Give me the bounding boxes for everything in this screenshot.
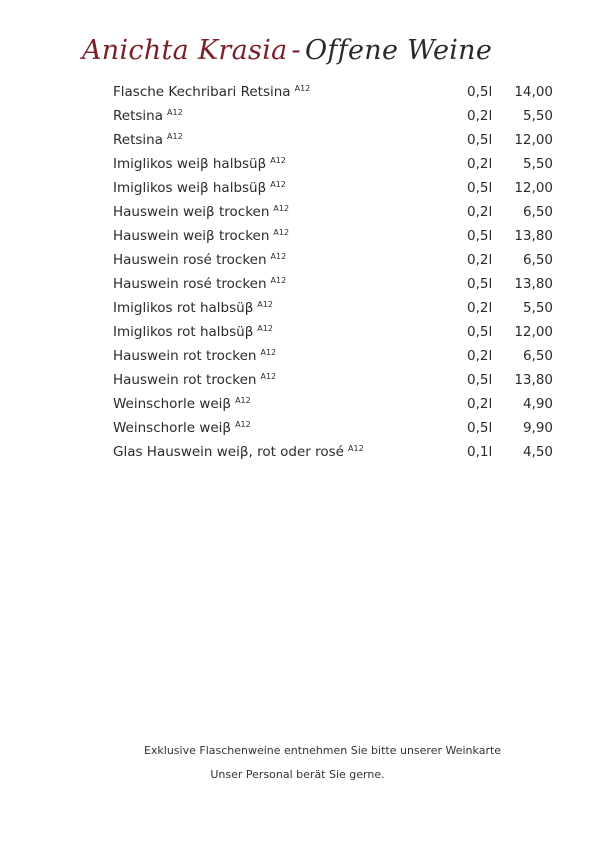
wine-name — [113, 248, 286, 272]
wine-name — [113, 104, 183, 128]
wine-volume: 0,5l — [467, 228, 493, 244]
wine-name-text: Hauswein rosé trocken — [113, 276, 267, 292]
restaurant-name: Anichta Krasia — [82, 35, 288, 66]
menu-item-row — [113, 200, 553, 224]
wine-name — [113, 320, 273, 344]
wine-price: 13,80 — [514, 372, 553, 388]
wine-volume: 0,5l — [467, 180, 493, 196]
allergen-code: A12 — [235, 419, 251, 429]
wine-price: 12,00 — [514, 132, 553, 148]
menu-item-row — [113, 320, 553, 344]
wine-price: 12,00 — [514, 324, 553, 340]
wine-price: 13,80 — [514, 276, 553, 292]
wine-price: 12,00 — [514, 180, 553, 196]
wine-price: 5,50 — [522, 156, 553, 172]
menu-item-row — [113, 80, 553, 104]
wine-volume: 0,5l — [467, 420, 493, 436]
wine-price: 9,90 — [522, 420, 553, 436]
wine-volume: 0,2l — [467, 252, 493, 268]
wine-name-text: Imiglikos rot halbsüβ — [113, 324, 254, 340]
footer-note-wine-card: Exklusive Flaschenweine entnehmen Sie bitte unserer Weinkarte — [143, 744, 502, 757]
wine-price: 5,50 — [522, 108, 553, 124]
allergen-code: A12 — [260, 371, 277, 381]
allergen-code: A12 — [167, 107, 183, 117]
allergen-code: A12 — [294, 83, 311, 93]
allergen-code: A12 — [257, 323, 273, 333]
wine-name — [113, 128, 183, 152]
wine-name-text: Retsina — [113, 108, 163, 124]
menu-item-row — [113, 128, 553, 152]
wine-name — [113, 392, 251, 416]
wine-volume: 0,5l — [467, 276, 493, 292]
wine-name-text: Flasche Kechribari Retsina — [113, 84, 291, 100]
menu-item-row — [113, 224, 553, 248]
menu-item-row — [113, 104, 553, 128]
wine-volume: 0,5l — [467, 372, 493, 388]
wine-name — [113, 152, 286, 176]
wine-volume: 0,1l — [467, 444, 493, 460]
wine-volume: 0,2l — [467, 204, 493, 220]
allergen-code: A12 — [270, 275, 287, 285]
wine-name-text: Imiglikos weiβ halbsüβ — [113, 156, 267, 172]
wine-volume: 0,2l — [467, 396, 493, 412]
wine-name — [113, 224, 289, 248]
wine-volume: 0,5l — [467, 84, 493, 100]
title-separator: - — [291, 35, 301, 66]
menu-item-row — [113, 344, 553, 368]
wine-price: 6,50 — [522, 204, 553, 220]
wine-name — [113, 80, 310, 104]
wine-name — [113, 344, 276, 368]
wine-name-text: Hauswein weiβ trocken — [113, 204, 270, 220]
allergen-code: A12 — [270, 155, 286, 165]
wine-volume: 0,2l — [467, 108, 493, 124]
wine-name-text: Glas Hauswein weiβ, rot oder rosé — [113, 444, 344, 460]
allergen-code: A12 — [257, 299, 273, 309]
wine-name — [113, 296, 273, 320]
wine-name-text: Weinschorle weiβ — [113, 396, 232, 412]
menu-item-row — [113, 440, 553, 464]
wine-name — [113, 272, 286, 296]
menu-item-row — [113, 272, 553, 296]
menu-item-row — [113, 296, 553, 320]
menu-item-row — [113, 368, 553, 392]
wine-name-text: Hauswein rosé trocken — [113, 252, 267, 268]
wine-name — [113, 200, 289, 224]
wine-price: 6,50 — [522, 252, 553, 268]
wine-name — [113, 368, 276, 392]
wine-name-text: Hauswein rot trocken — [113, 372, 257, 388]
allergen-code: A12 — [270, 179, 286, 189]
wine-volume: 0,5l — [467, 132, 493, 148]
menu-item-row — [113, 392, 553, 416]
wine-volume: 0,2l — [467, 300, 493, 316]
wine-name-text: Hauswein rot trocken — [113, 348, 257, 364]
wine-name-text: Imiglikos rot halbsüβ — [113, 300, 254, 316]
wine-price: 4,50 — [522, 444, 553, 460]
wine-volume: 0,2l — [467, 348, 493, 364]
footer-note-staff: Unser Personal berät Sie gerne. — [210, 768, 385, 781]
page-title — [82, 32, 492, 70]
wine-price: 5,50 — [522, 300, 553, 316]
wine-volume: 0,2l — [467, 156, 493, 172]
allergen-code: A12 — [273, 227, 290, 237]
allergen-code: A12 — [260, 347, 277, 357]
menu-item-row — [113, 248, 553, 272]
wine-volume: 0,5l — [467, 324, 493, 340]
allergen-code: A12 — [167, 131, 183, 141]
allergen-code: A12 — [235, 395, 251, 405]
wine-price: 6,50 — [522, 348, 553, 364]
menu-item-row — [113, 152, 553, 176]
wine-name — [113, 416, 251, 440]
wine-price: 4,90 — [522, 396, 553, 412]
allergen-code: A12 — [270, 251, 287, 261]
wine-price: 13,80 — [514, 228, 553, 244]
wine-name-text: Weinschorle weiβ — [113, 420, 232, 436]
wine-name-text: Hauswein weiβ trocken — [113, 228, 270, 244]
wine-name — [113, 440, 364, 464]
menu-item-row — [113, 176, 553, 200]
wine-price: 14,00 — [514, 84, 553, 100]
allergen-code: A12 — [348, 443, 364, 453]
menu-section-title: Offene Weine — [304, 35, 493, 66]
wine-name-text: Retsina — [113, 132, 163, 148]
allergen-code: A12 — [273, 203, 290, 213]
menu-item-row — [113, 416, 553, 440]
wine-name-text: Imiglikos weiβ halbsüβ — [113, 180, 267, 196]
wine-list — [113, 80, 553, 464]
wine-name — [113, 176, 286, 200]
